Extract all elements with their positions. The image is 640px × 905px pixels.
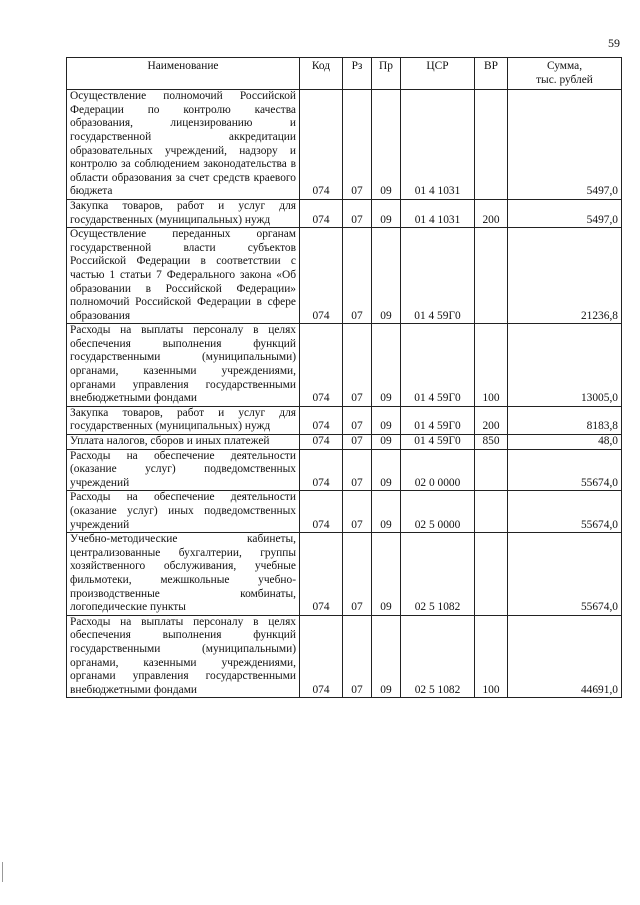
row-name-cell: Расходы на выплаты персоналу в целях обеспечения выполнения функций государственными (муниципальными) органами, казенными учреждениями, органами управления государственными внебюджетными фондами <box>67 324 300 407</box>
page-number: 59 <box>608 36 620 50</box>
table-row <box>67 199 622 227</box>
row-pr-cell: 09 <box>372 491 401 533</box>
row-name-cell: Осуществление полномочий Российской Федерации по контролю качества образования, лицензированию и государственной аккредитации образовательных учреждений, надзору и контролю за соблюдением законодательства в области образования за счет средств краевого бюджета <box>67 90 300 200</box>
table-row <box>67 435 622 450</box>
row-pr-cell: 09 <box>372 435 401 450</box>
header-csr: ЦСР <box>401 58 475 90</box>
row-code-cell: 074 <box>300 491 343 533</box>
row-vr-cell: 100 <box>475 615 508 698</box>
row-rz-cell: 07 <box>343 435 372 450</box>
row-code-cell: 074 <box>300 228 343 324</box>
row-name-cell: Расходы на обеспечение деятельности (оказание услуг) подведомственных учреждений <box>67 449 300 491</box>
row-csr-cell: 02 5 1082 <box>401 533 475 616</box>
row-csr-cell: 02 5 0000 <box>401 491 475 533</box>
row-pr-cell: 09 <box>372 449 401 491</box>
row-rz-cell: 07 <box>343 615 372 698</box>
budget-table <box>66 57 622 698</box>
row-vr-cell: 850 <box>475 435 508 450</box>
header-sum <box>508 58 622 90</box>
row-name-cell: Закупка товаров, работ и услуг для государственных (муниципальных) нужд <box>67 406 300 434</box>
row-rz-cell: 07 <box>343 90 372 200</box>
row-vr-cell <box>475 491 508 533</box>
header-name: Наименование <box>67 58 300 90</box>
row-sum-cell: 21236,8 <box>508 228 622 324</box>
row-code-cell: 074 <box>300 406 343 434</box>
row-csr-cell: 02 0 0000 <box>401 449 475 491</box>
table-row <box>67 228 622 324</box>
row-code-cell: 074 <box>300 324 343 407</box>
table-row <box>67 90 622 200</box>
row-csr-cell: 01 4 59Г0 <box>401 406 475 434</box>
row-sum-cell: 55674,0 <box>508 491 622 533</box>
row-sum-cell: 44691,0 <box>508 615 622 698</box>
row-csr-cell: 01 4 1031 <box>401 90 475 200</box>
row-sum-cell: 13005,0 <box>508 324 622 407</box>
row-csr-cell: 01 4 59Г0 <box>401 435 475 450</box>
row-pr-cell: 09 <box>372 324 401 407</box>
row-csr-cell: 01 4 1031 <box>401 199 475 227</box>
row-rz-cell: 07 <box>343 228 372 324</box>
row-pr-cell: 09 <box>372 199 401 227</box>
row-vr-cell: 100 <box>475 324 508 407</box>
row-code-cell: 074 <box>300 533 343 616</box>
header-pr: Пр <box>372 58 401 90</box>
row-vr-cell: 200 <box>475 199 508 227</box>
row-vr-cell: 200 <box>475 406 508 434</box>
table-row <box>67 406 622 434</box>
row-pr-cell: 09 <box>372 533 401 616</box>
row-sum-cell: 48,0 <box>508 435 622 450</box>
row-name-cell: Уплата налогов, сборов и иных платежей <box>67 435 300 450</box>
row-rz-cell: 07 <box>343 406 372 434</box>
row-sum-cell: 5497,0 <box>508 90 622 200</box>
header-sum-line2: тыс. рублей <box>536 73 593 86</box>
row-rz-cell: 07 <box>343 199 372 227</box>
row-csr-cell: 01 4 59Г0 <box>401 324 475 407</box>
header-sum-line1: Сумма, <box>546 60 583 72</box>
table-row <box>67 615 622 698</box>
row-rz-cell: 07 <box>343 324 372 407</box>
table-row <box>67 491 622 533</box>
row-vr-cell <box>475 90 508 200</box>
row-code-cell: 074 <box>300 199 343 227</box>
table-header-row <box>67 58 622 90</box>
row-rz-cell: 07 <box>343 491 372 533</box>
row-code-cell: 074 <box>300 90 343 200</box>
header-vr: ВР <box>475 58 508 90</box>
row-vr-cell <box>475 449 508 491</box>
header-code: Код <box>300 58 343 90</box>
row-pr-cell: 09 <box>372 406 401 434</box>
row-name-cell: Расходы на обеспечение деятельности (оказание услуг) иных подведомственных учреждений <box>67 491 300 533</box>
table-row <box>67 533 622 616</box>
row-sum-cell: 5497,0 <box>508 199 622 227</box>
table-body <box>67 90 622 698</box>
row-pr-cell: 09 <box>372 228 401 324</box>
row-csr-cell: 02 5 1082 <box>401 615 475 698</box>
row-pr-cell: 09 <box>372 90 401 200</box>
row-rz-cell: 07 <box>343 533 372 616</box>
row-name-cell: Осуществление переданных органам государственной власти субъектов Российской Федерации в соответствии с частью 1 статьи 7 Федерального закона «Об образовании в Российской Федерации» полномочий Российской Федерации в сфере образования <box>67 228 300 324</box>
row-code-cell: 074 <box>300 435 343 450</box>
row-name-cell: Закупка товаров, работ и услуг для государственных (муниципальных) нужд <box>67 199 300 227</box>
header-rz: Рз <box>343 58 372 90</box>
row-name-cell: Учебно-методические кабинеты, централизованные бухгалтерии, группы хозяйственного обслуживания, учебные фильмотеки, межшкольные учебно-производственные комбинаты, логопедические пункты <box>67 533 300 616</box>
row-sum-cell: 55674,0 <box>508 449 622 491</box>
row-name-cell: Расходы на выплаты персоналу в целях обеспечения выполнения функций государственными (муниципальными) органами, казенными учреждениями, органами управления государственными внебюджетными фондами <box>67 615 300 698</box>
row-code-cell: 074 <box>300 615 343 698</box>
row-rz-cell: 07 <box>343 449 372 491</box>
table-row <box>67 449 622 491</box>
row-code-cell: 074 <box>300 449 343 491</box>
row-pr-cell: 09 <box>372 615 401 698</box>
row-vr-cell <box>475 533 508 616</box>
edge-mark <box>2 862 3 882</box>
row-csr-cell: 01 4 59Г0 <box>401 228 475 324</box>
row-sum-cell: 8183,8 <box>508 406 622 434</box>
table-row <box>67 324 622 407</box>
row-sum-cell: 55674,0 <box>508 533 622 616</box>
row-vr-cell <box>475 228 508 324</box>
